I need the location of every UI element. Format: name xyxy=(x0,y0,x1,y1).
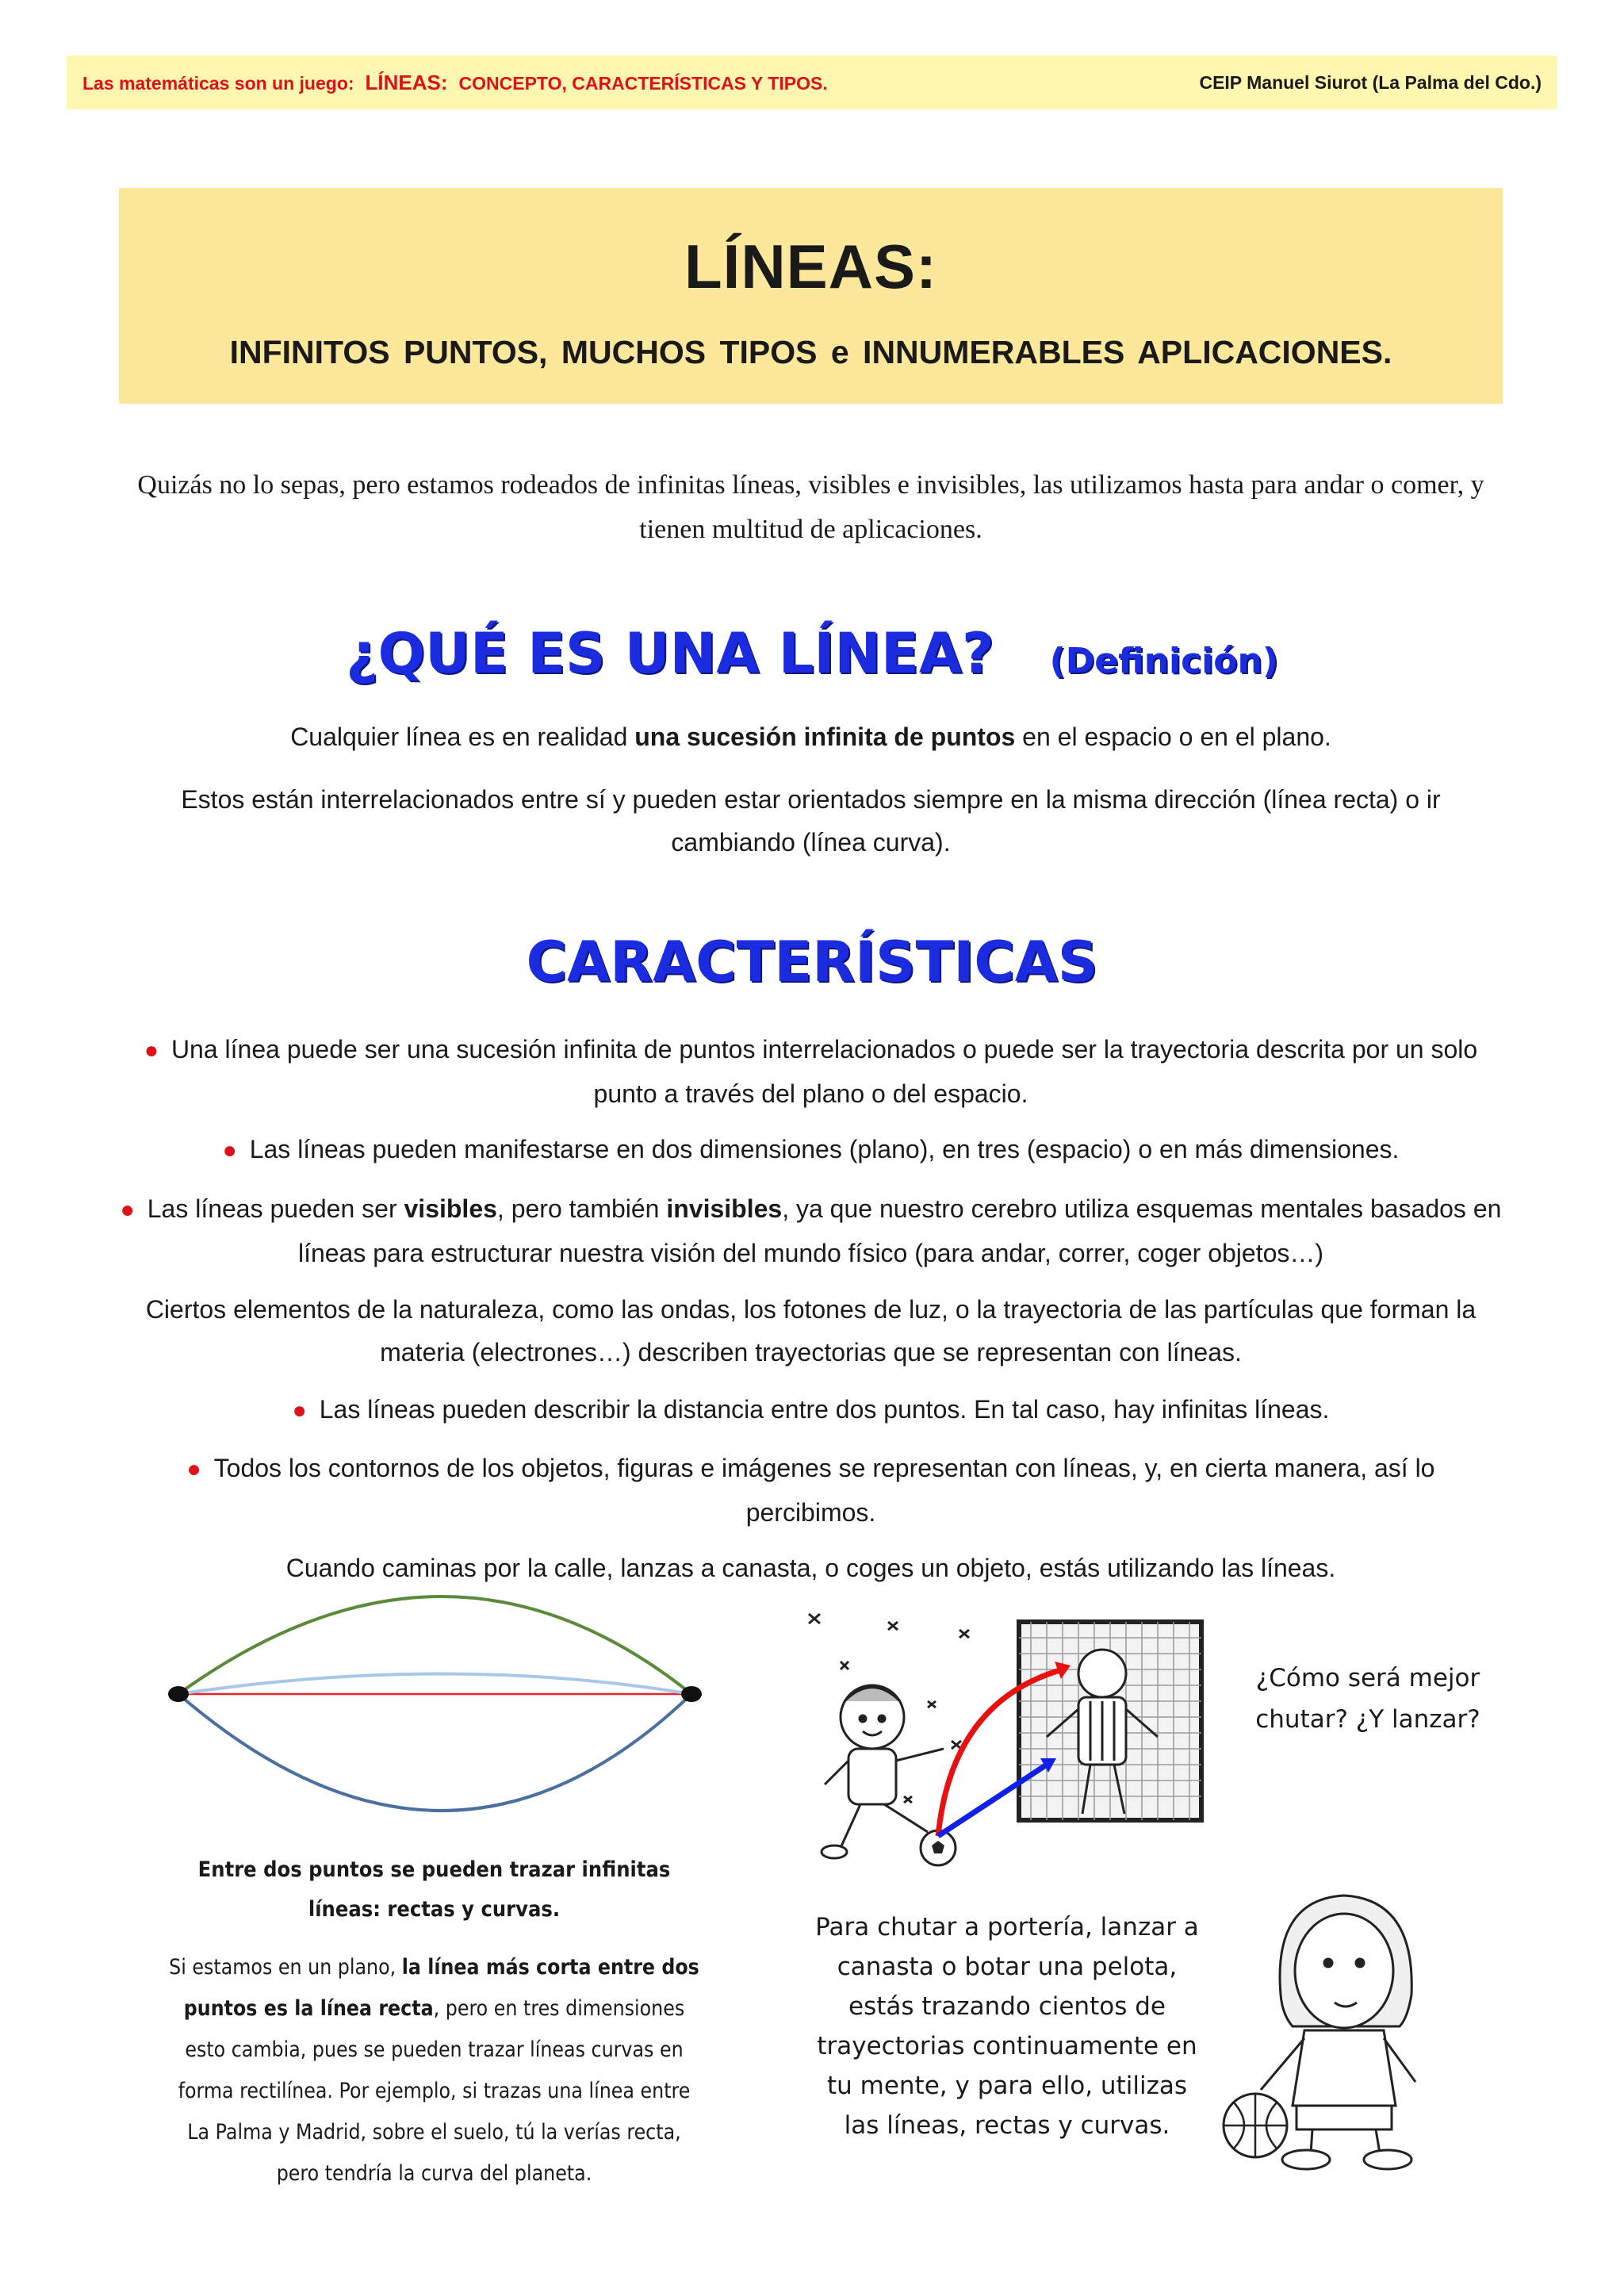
girl-jersey xyxy=(1293,2030,1396,2106)
bullet-3-a: Las líneas pueden ser xyxy=(147,1194,404,1223)
characteristic-bullet-3 xyxy=(119,1187,1503,1274)
header-subtitle: CONCEPTO, CARACTERÍSTICAS Y TIPOS. xyxy=(458,72,828,94)
header-intro: Las matemáticas son un juego: xyxy=(82,72,354,94)
basketball-girl-illustration xyxy=(1217,1884,1487,2177)
characteristic-bullet-2 xyxy=(119,1128,1503,1172)
kicker-boy-figure xyxy=(822,1685,944,1858)
basketball-icon xyxy=(1224,2094,1287,2157)
header-left xyxy=(82,71,828,95)
bullet-icon: ● xyxy=(144,1037,159,1064)
bullet-4-text: Las líneas pueden describir la distancia entre dos puntos. En tal caso, hay infinitas líneas. xyxy=(319,1395,1330,1424)
definition-heading xyxy=(0,621,1624,686)
shallow-curve-line xyxy=(178,1674,691,1695)
shot-question: ¿Cómo será mejor chutar? ¿Y lanzar? xyxy=(1255,1664,1480,1734)
bullet-icon: ● xyxy=(186,1456,201,1482)
diagram-text-a: Si estamos en un plano, xyxy=(169,1955,402,1980)
definition-p1-b: en el espacio o en el plano. xyxy=(1015,723,1331,751)
diagram-text-b: , pero en tres dimensiones esto cambia, pues se pueden trazar líneas curvas en forma rectilínea. Por ejemplo, si trazas una línea entre La Palma y Madrid, sobre el suelo, tú la verías recta, pero tendría la curva del planeta. xyxy=(178,1996,691,2186)
characteristics-heading: CARACTERÍSTICAS xyxy=(526,930,1098,995)
girl-shorts xyxy=(1297,2106,1392,2129)
definition-heading-text: ¿QUÉ ES UNA LÍNEA? xyxy=(346,621,994,686)
lower-curve-line xyxy=(178,1694,691,1811)
girl-eye-right xyxy=(1356,1959,1364,1967)
diagram-caption: Entre dos puntos se pueden trazar infinitas líneas: rectas y curvas. xyxy=(197,1857,671,1922)
header-school: CEIP Manuel Siurot (La Palma del Cdo.) xyxy=(1199,71,1542,93)
girl-eye-left xyxy=(1324,1959,1332,1967)
characteristic-bullet-1 xyxy=(119,1028,1503,1115)
nature-paragraph: Ciertos elementos de la naturaleza, como las ondas, los fotones de luz, o la trayectoria de las partículas que forman la materia (electrones…) describen trayectorias que se representan con líneas. xyxy=(145,1295,1477,1366)
bullet-3-b: , pero también xyxy=(496,1194,667,1223)
shooting-paragraph: Para chutar a portería, lanzar a canasta o botar una pelota, estás trazando cientos de trayectorias continuamente en tu mente, y para ello, utilizas las líneas, rectas y curvas. xyxy=(815,1913,1199,2140)
diagram-explanation xyxy=(167,1947,701,2194)
walk-paragraph: Cuando caminas por la calle, lanzas a canasta, o coges un objeto, estás utilizando las líneas. xyxy=(285,1554,1336,1582)
definition-p2: Estos están interrelacionados entre sí y pueden estar orientados siempre en la misma dirección (línea recta) o ir cambiando (línea curva). xyxy=(181,785,1441,857)
definition-p1-bold: una sucesión infinita de puntos xyxy=(634,723,1016,751)
soccer-kick-illustration xyxy=(793,1606,1205,1880)
bullet-3-bold-invisible: invisibles xyxy=(666,1194,783,1223)
bullet-3-c: , ya que nuestro cerebro utiliza esquemas mentales basados en líneas para estructurar nuestra visión del mundo físico (para andar, correr, coger objetos…) xyxy=(297,1194,1502,1267)
bullet-1-text: Una línea puede ser una sucesión infinita de puntos interrelacionados o puede ser la trayectoria descrita por un solo punto a través del plano o del espacio. xyxy=(170,1035,1478,1108)
girl-shoe-right xyxy=(1364,2150,1411,2169)
header-bar xyxy=(67,56,1557,109)
intro-paragraph: Quizás no lo sepas, pero estamos rodeados de infinitas líneas, visibles e invisibles, las utilizamos hasta para andar o comer, y tienen multitud de aplicaciones. xyxy=(137,470,1484,544)
upper-curve-line xyxy=(178,1596,691,1694)
bullet-5-text: Todos los contornos de los objetos, figuras e imágenes se representan con líneas, y, en cierta manera, así lo percibimos. xyxy=(213,1454,1435,1527)
girl-face xyxy=(1295,1914,1393,2028)
characteristic-bullet-5 xyxy=(119,1447,1503,1534)
characteristic-bullet-4 xyxy=(119,1388,1503,1432)
definition-p1-a: Cualquier línea es en realidad xyxy=(290,723,635,751)
bullet-icon: ● xyxy=(222,1137,237,1163)
end-point xyxy=(681,1686,702,1702)
diagram-text-bold: la línea más corta entre dos puntos es la línea recta xyxy=(183,1955,699,2021)
definition-p1 xyxy=(119,715,1503,758)
girl-shoe-left xyxy=(1282,2150,1330,2169)
start-point xyxy=(168,1686,189,1702)
bullet-icon: ● xyxy=(120,1197,135,1223)
bullet-3-bold-visible: visibles xyxy=(404,1194,497,1223)
lines-between-points-diagram xyxy=(151,1594,722,1832)
page-title: LÍNEAS: xyxy=(684,232,937,301)
bullet-icon: ● xyxy=(292,1397,307,1424)
header-topic: LÍNEAS: xyxy=(365,70,448,94)
title-box xyxy=(119,188,1503,404)
definition-heading-note: (Definición) xyxy=(1049,641,1278,681)
page-subtitle: INFINITOS PUNTOS, MUCHOS TIPOS e INNUMERABLES APLICACIONES. xyxy=(229,334,1392,370)
bullet-2-text: Las líneas pueden manifestarse en dos dimensiones (plano), en tres (espacio) o en más dimensiones. xyxy=(249,1135,1400,1163)
